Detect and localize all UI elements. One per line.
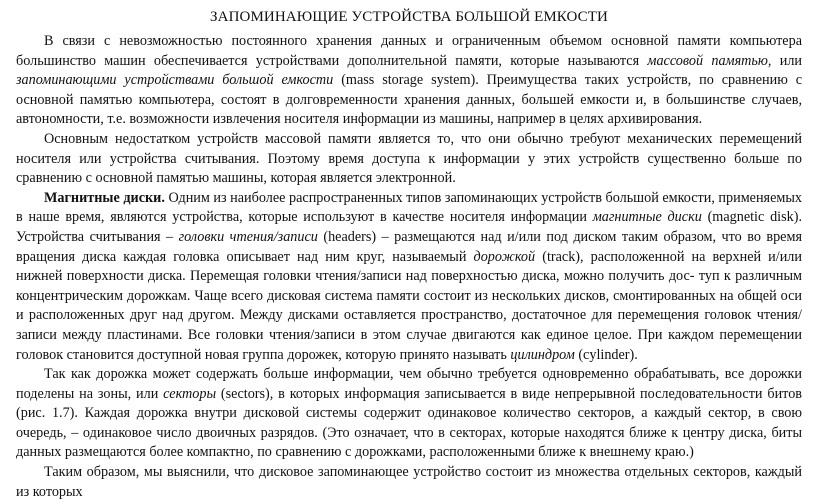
term-mass-storage: запоминающими устройствами большой емкости [16, 72, 334, 89]
text-run: Таким образом, мы выяснили, что дисковое запоминающее устройство состоит из множества отдельных секторов, каждый из которых [16, 464, 802, 500]
document-title: ЗАПОМИНАЮЩИЕ УСТРОЙСТВА БОЛЬШОЙ ЕМКОСТИ [210, 9, 608, 25]
text-run: (track), расположенной на верхней и/или нижней поверхности диска. Перемещая головки чтения/записи над поверхностью диска, можно получить дос- туп к различным концентрическим дорожкам. Чаще всего дисковая система памяти состоит из нескольких дисков, смонтированных на общей оси и расположенных друг над другом. Между дисками оставляется пространство, достаточное для перемещения головок чтения/записи между пластинами. Все головки чтения/записи в этом случае двигаются как единое целое. При каждом перемещении головок становится доступной новая группа дорожек, которую принято называть [16, 248, 802, 363]
text-run: В связи с невозможностью постоянного хранения данных и ограниченным объемом основной памяти компьютера большинство машин обеспечивается устройствами дополнительной памяти, которые называются [16, 33, 802, 69]
text-run: Основным недостатком устройств массовой памяти является то, что они обычно требуют механических перемещений носителя или устройства считывания. Поэтому время доступа к информации у этих устройств существенно больше по сравнению с основной памятью машины, которая является электронной. [16, 130, 802, 187]
term-track: дорожкой [473, 248, 536, 265]
paragraph-drawback [16, 130, 802, 189]
text-run: (magnetic disk). Устройства считывания – [16, 209, 802, 245]
text-run: (mass storage system). Преимущества таких устройств, по сравнению с основной памятью компьютера, состоят в долговременности хранения данных, большей емкости и, в большинстве случаев, автономности, т.е. возможности извлечения носителя информации из машины, например в целях архивирования. [16, 72, 803, 128]
text-run: , или [767, 52, 803, 69]
term-cylinder: цилиндром [510, 346, 575, 363]
text-run: Так как дорожка может содержать больше информации, чем обычно требуется одновременно обрабатывать, все дорожки поделены на зоны, или [16, 366, 802, 402]
term-magnetic-disks: магнитные диски [592, 209, 702, 226]
term-read-write-heads: головки чтения/записи [178, 228, 318, 245]
text-run: (sectors), в которых информация записывается в виде непрерывной последовательности битов (рис. 1.7). Каждая дорожка внутри дисковой системы содержит одинаковое количество секторов, а каждый сектор, в свою очередь, – одинаковое число двоичных разрядов. (Это означает, что в секторах, которые находятся ближе к центру диска, биты данных размещаются более компактно, по сравнению с дорожками, расположенными ближе к внешнему краю.) [16, 385, 802, 461]
paragraph-magnetic-disks [16, 189, 802, 365]
text-run: Одним из наиболее распространенных типов запоминающих устройств большой емкости, применяемых в наше время, являются устройства, которые используют в качестве носителя информации [16, 189, 802, 226]
paragraph-conclusion [16, 463, 802, 502]
text-run: (cylinder). [574, 346, 638, 363]
term-mass-memory: массовой памятью [647, 52, 768, 69]
section-heading-magnetic-disks: Магнитные диски. [44, 189, 165, 206]
term-sectors: секторы [163, 385, 217, 402]
text-run: (headers) – размещаются над и/или под диском таким образом, что во время вращения диска каждая головка описывает над ним круг, называемый [16, 228, 802, 265]
paragraph-sectors [16, 365, 802, 463]
paragraph-intro [16, 32, 802, 130]
